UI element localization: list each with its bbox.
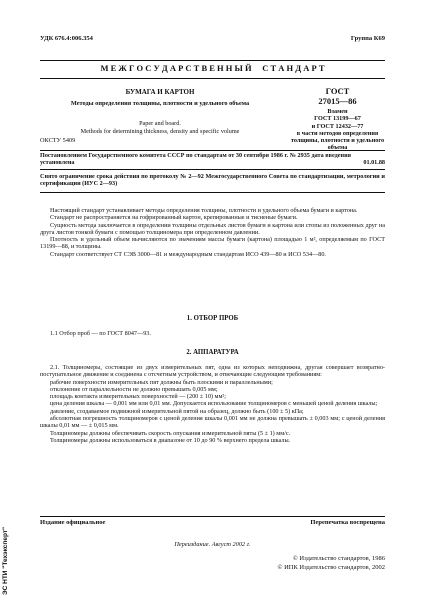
- section2-p1: 2.1. Толщиномеры, состоящие из двух измерительных пят, одна из которых неподвижна, другая совершает возвратно-поступательное движение и соединена с отсчетным устройством, и отвечающие следующим требованиям:: [40, 364, 385, 379]
- section2-l2: отклонение от параллельности не должно превышать 0,005 мм;: [50, 385, 218, 393]
- intro-section: [40, 207, 385, 258]
- reissue-note: Переиздание. Август 2002 г.: [174, 541, 251, 548]
- section2-l4: цена деления шкалы — 0,001 мм или 0,01 мм. Допускается использование толщиномеров с меньшей ценой деления шкалы;: [50, 400, 378, 408]
- intro-p4: Плотность и удельный объем вычисляются по значениям массы бумаги (картона) площадью 1 м², определяемым по ГОСТ 13199—88, и толщины.: [40, 236, 385, 251]
- replaces-4: толщины, плотности и удельного: [290, 137, 385, 145]
- reprint-prohibited: Перепечатка воспрещена: [310, 519, 385, 526]
- restriction-text: Снято ограничение срока действия по протоколу № 2—92 Межгосударственного Совета по стандартизации, метрологии и сертификации (ИУС 2—93): [40, 173, 385, 188]
- footer-line: [40, 516, 385, 517]
- section2-l7: Толщиномеры должны обеспечивать скорость опускания измерительной пяты (5 ± 1) мм/с.: [50, 429, 291, 437]
- decree-block: [40, 152, 385, 167]
- standard-banner: М Е Ж Г О С У Д А Р С Т В Е Н Н Ы Й С Т А Н Д А Р Т: [100, 63, 325, 73]
- title-block: [40, 88, 280, 135]
- section2-body: [40, 364, 385, 444]
- title-en-1: Paper and board.: [139, 120, 181, 127]
- banner-bottom-line: [40, 78, 385, 79]
- replaces-label: Взамен: [327, 108, 348, 115]
- subtitle-ru: Методы определения толщины, плотности и удельного объема: [70, 100, 250, 107]
- decree-text: Постановлением Государственного комитета СССР по стандартам от 30 сентября 1986 г. № 2935 дата введения установлена: [40, 152, 351, 167]
- intro-p3: Сущность метода заключается в определении толщины отдельных листов бумаги и картона или стопы из положенных друг на друга листов тонкой бумаги с помощью толщиномера при определенном давлении.: [40, 221, 385, 236]
- decree-bottom-line: [40, 169, 385, 170]
- intro-p2: Стандарт не распространяется на гофрированный картон, крепированные и тисненые бумаги.: [50, 214, 298, 222]
- section1-heading: 1. ОТБОР ПРОБ: [186, 315, 239, 322]
- section2-l6: абсолютная погрешность толщиномеров с ценой деления шкалы 0,001 мм не должна превышать ± 0,003 мм; с ценой деления шкалы 0,01 мм — ± 0,015 мм.: [40, 415, 385, 430]
- group-code: Группа К69: [350, 35, 385, 42]
- banner-top-line: [40, 60, 385, 61]
- okstu-code: ОКСТУ 5409: [40, 137, 76, 144]
- section1-body: [40, 330, 385, 337]
- decree-top-line: [40, 150, 385, 151]
- replaces-2: и ГОСТ 12432—77: [311, 122, 364, 130]
- intro-p1: Настоящий стандарт устанавливает методы определения толщины, плотности и удельного объема бумаги и картона.: [50, 207, 358, 214]
- section1-p1: 1.1 Отбор проб — по ГОСТ 8047—93.: [50, 330, 151, 337]
- copyright-1: © Издательство стандартов, 1986: [292, 555, 385, 562]
- section2-heading: 2. АППАРАТУРА: [186, 349, 239, 356]
- gost-block: [290, 86, 385, 152]
- gost-code: ГОСТ: [325, 86, 350, 96]
- title-ru: БУМАГА И КАРТОН: [125, 88, 195, 96]
- intro-p5: Стандарт соответствует СТ СЭВ 3000—81 и международным стандартам ИСО 439—80 и ИСО 534—80.: [50, 250, 326, 258]
- section2-l8: Толщиномеры должны использоваться в диапазоне от 10 до 90 % верхнего предела шкалы.: [50, 436, 291, 444]
- side-stamp: ЭС НТИ "Техэксперт": [2, 526, 9, 595]
- restriction-block: [40, 173, 385, 188]
- replaces-3: в части методов определения: [296, 129, 379, 137]
- section2-l5: давление, создаваемое подвижной измерительной пятой на образец, должно быть (100 ± 5) кПа;: [50, 407, 304, 415]
- copyright-2: © ИПК Издательство стандартов, 2002: [277, 564, 385, 571]
- gost-number: 27015—86: [318, 96, 357, 106]
- decree-date: 01.01.88: [363, 159, 385, 166]
- replaces-5: объема: [327, 144, 348, 152]
- replaces-1: ГОСТ 13199—67: [314, 115, 361, 123]
- official-edition: Издание официальное: [40, 519, 106, 526]
- section2-l1: рабочие поверхности измерительных пят должны быть плоскими и параллельными;: [50, 378, 273, 386]
- restriction-bottom-line: [40, 192, 385, 193]
- udk-code: УДК 676.4:006.354: [40, 35, 93, 42]
- section2-l3: площадь контакта измерительных поверхностей — (200 ± 10) мм²;: [50, 393, 226, 401]
- title-en-2: Methods for determining thickness, density and specific volume: [80, 127, 240, 135]
